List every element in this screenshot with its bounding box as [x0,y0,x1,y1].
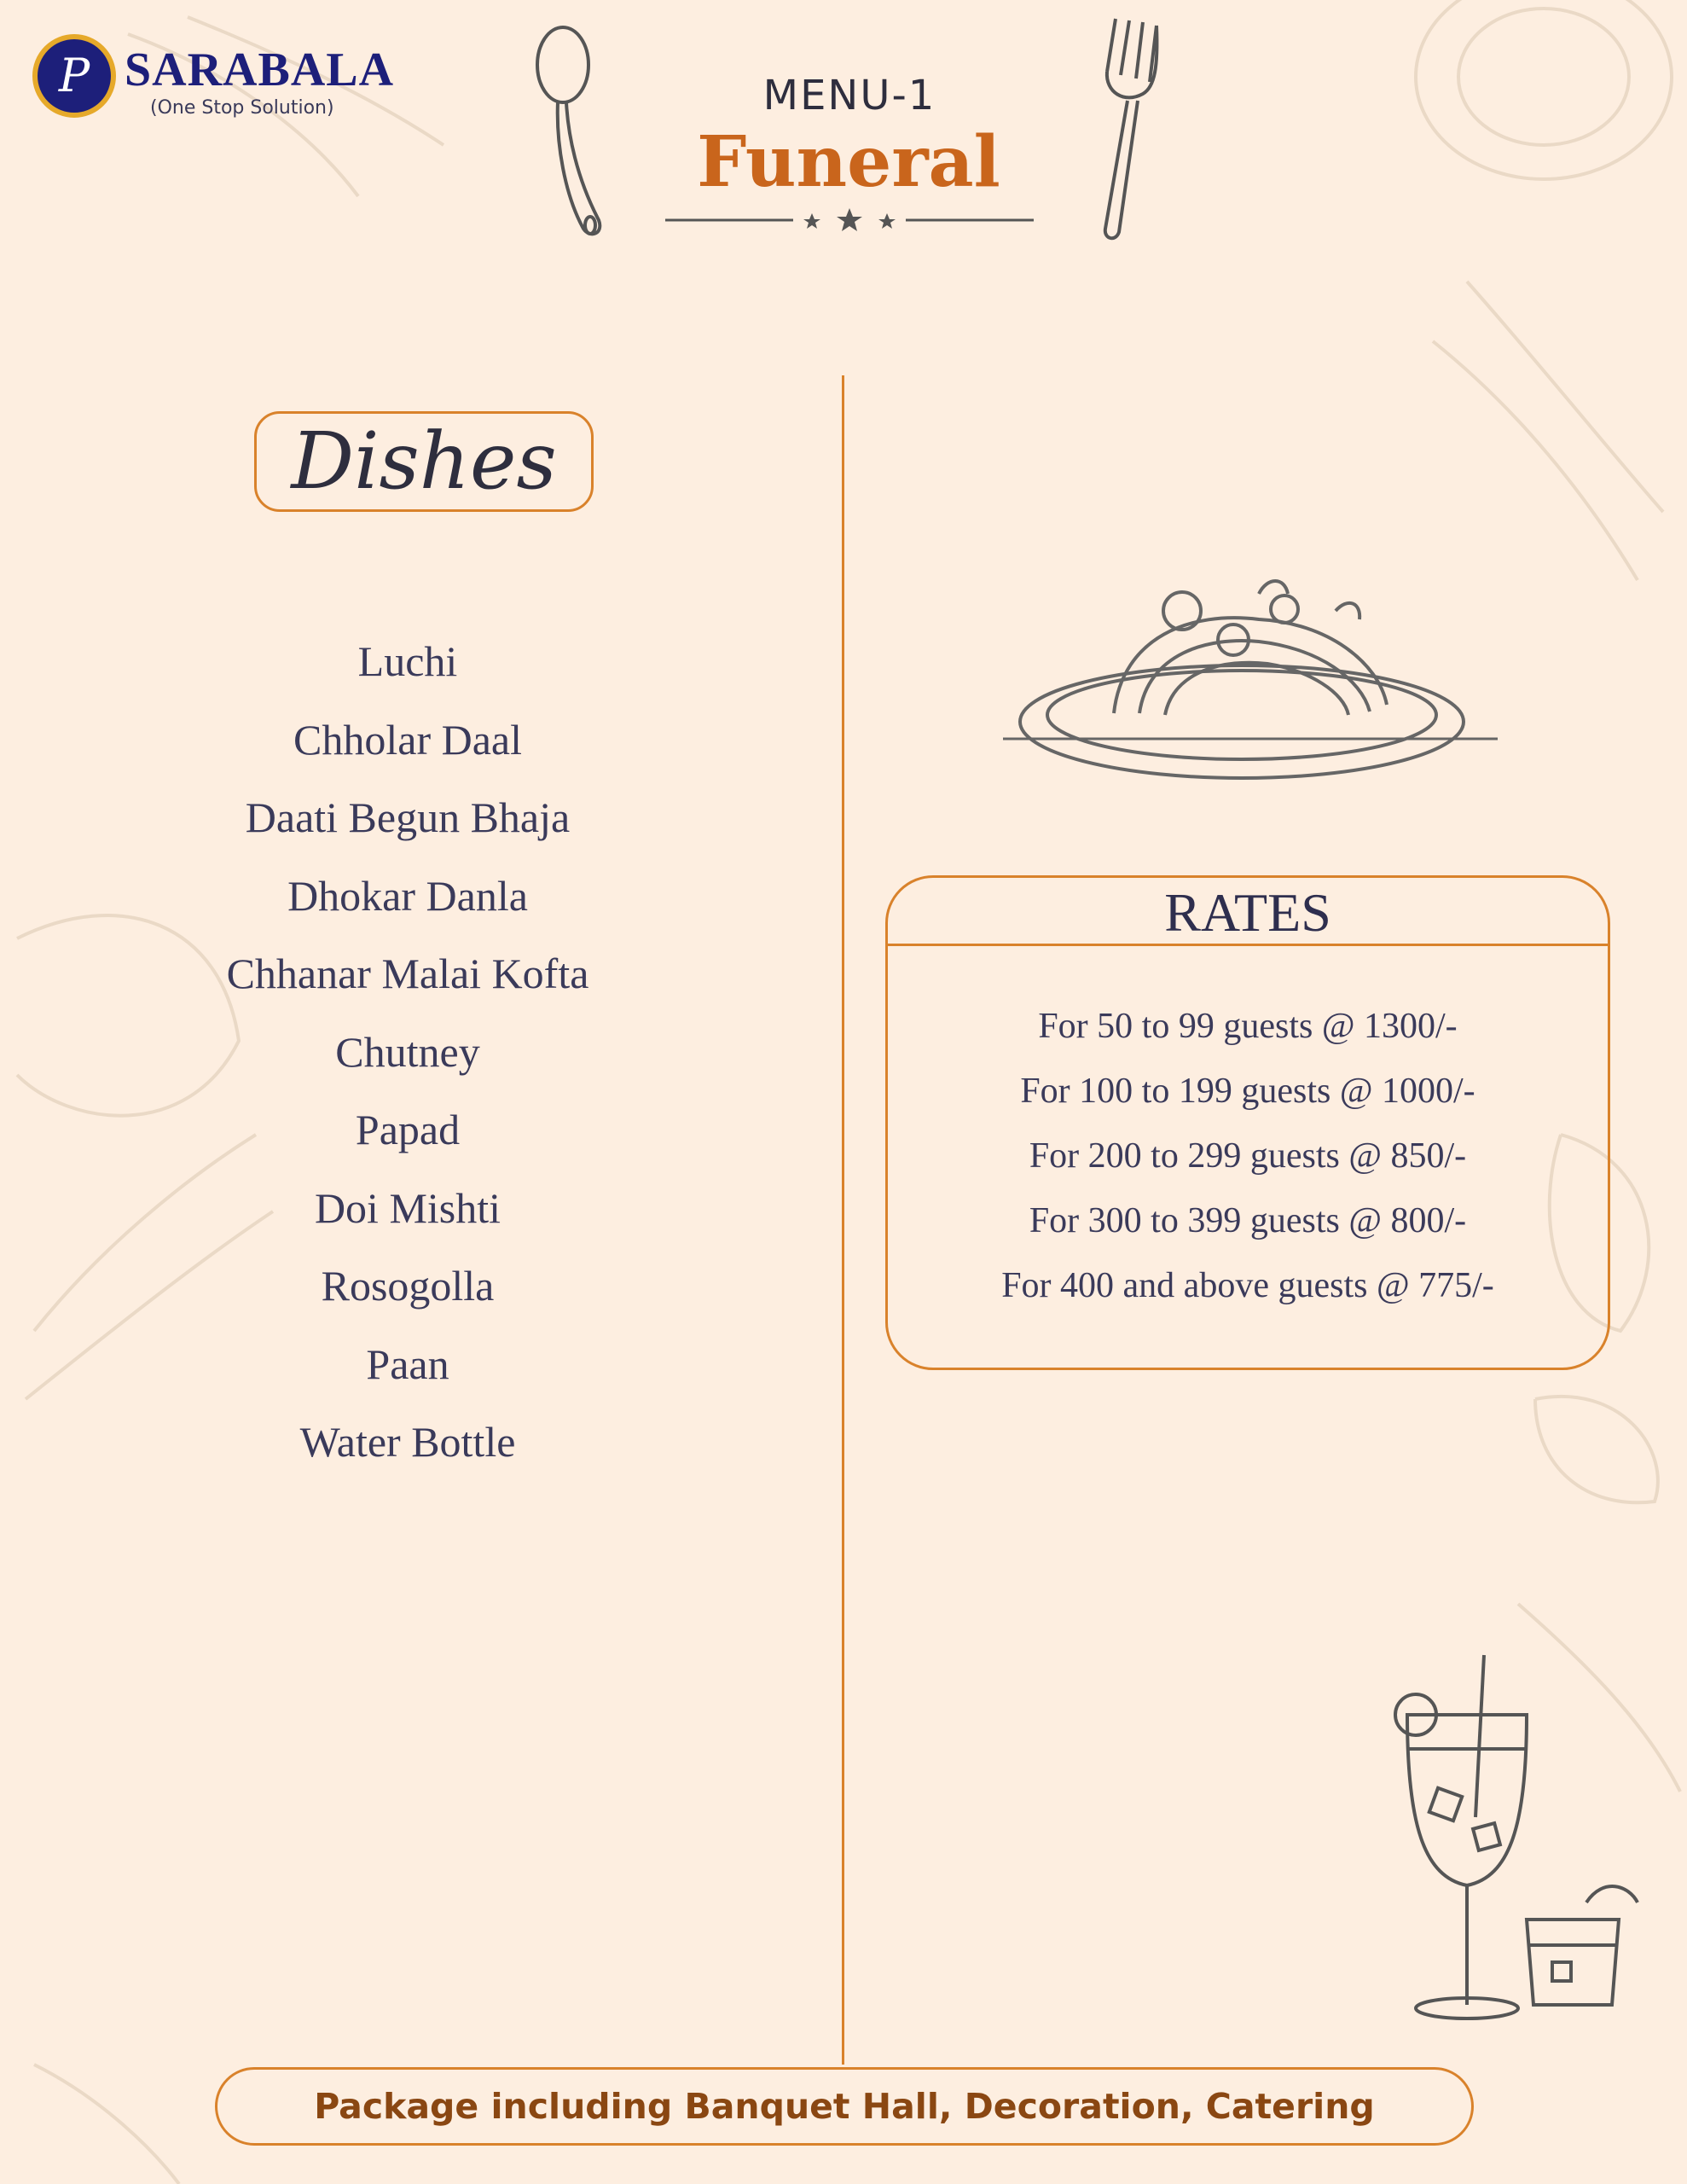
dishes-heading: Dishes [254,411,594,512]
menu-number: MENU-1 [762,72,936,119]
dish-item: Rosogolla [321,1262,495,1310]
rates-list [888,994,1608,1318]
dish-item: Daati Begun Bhaja [245,793,571,841]
column-divider [842,375,844,2065]
dish-item: Water Bottle [299,1418,516,1466]
dish-item: Doi Mishti [314,1183,501,1232]
dish-item: Luchi [357,637,458,685]
star-icon [837,208,862,231]
star-icon [878,213,896,229]
menu-title: Funeral [697,121,1000,203]
rate-item: For 300 to 399 guests @ 800/- [1029,1201,1467,1240]
drinks-glass-icon [1390,1647,1646,2030]
dish-item: Chhanar Malai Kofta [226,950,589,997]
rates-heading: RATES [888,878,1608,946]
dish-list [152,623,664,1482]
rates-panel [885,875,1610,1370]
brand-logo: P [32,34,116,118]
rate-item: For 100 to 199 guests @ 1000/- [1020,1072,1475,1111]
dish-item: Chutney [335,1027,480,1076]
package-footer: Package including Banquet Hall, Decoration, Catering [215,2067,1474,2146]
dish-item: Dhokar Danla [287,871,528,920]
title-star-divider [665,203,1034,237]
brand-tagline: (One Stop Solution) [150,97,334,119]
rate-item: For 400 and above guests @ 775/- [1001,1266,1494,1305]
pasta-plate-icon [1003,560,1498,790]
dish-item: Papad [355,1106,461,1153]
brand-name: SARABALA [125,44,395,96]
dish-item: Chholar Daal [293,715,522,764]
star-icon [803,213,820,229]
rate-item: For 200 to 299 guests @ 850/- [1029,1136,1467,1176]
dish-item: Paan [366,1339,449,1388]
rate-item: For 50 to 99 guests @ 1300/- [1038,1007,1458,1046]
